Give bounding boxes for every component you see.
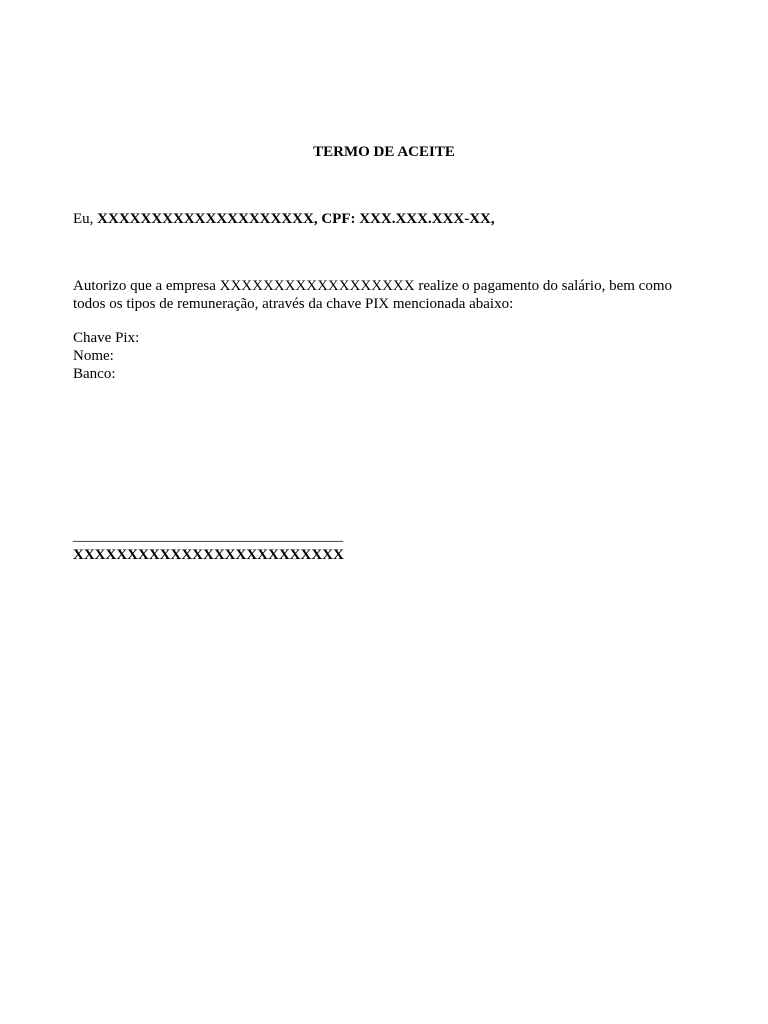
field-banco: Banco: bbox=[73, 366, 116, 382]
field-nome: Nome: bbox=[73, 348, 114, 364]
pix-fields bbox=[73, 329, 139, 383]
field-chave-pix: Chave Pix: bbox=[73, 330, 140, 346]
authorization-paragraph: Autorizo que a empresa XXXXXXXXXXXXXXXXXX realize o pagamento do salário, bem como todos os tipos de remuneração, através da chave PIX mencionada abaixo: bbox=[73, 278, 672, 312]
declaration-line bbox=[73, 209, 495, 229]
signature-line: ____________________________________ bbox=[73, 528, 343, 544]
declaration-prefix: Eu, bbox=[73, 211, 98, 227]
signature-name: XXXXXXXXXXXXXXXXXXXXXXXXX bbox=[73, 547, 344, 563]
declaration-name-cpf: XXXXXXXXXXXXXXXXXXXX, CPF: XXX.XXX.XXX-XX, bbox=[97, 211, 495, 227]
document-title: TERMO DE ACEITE bbox=[313, 144, 455, 160]
